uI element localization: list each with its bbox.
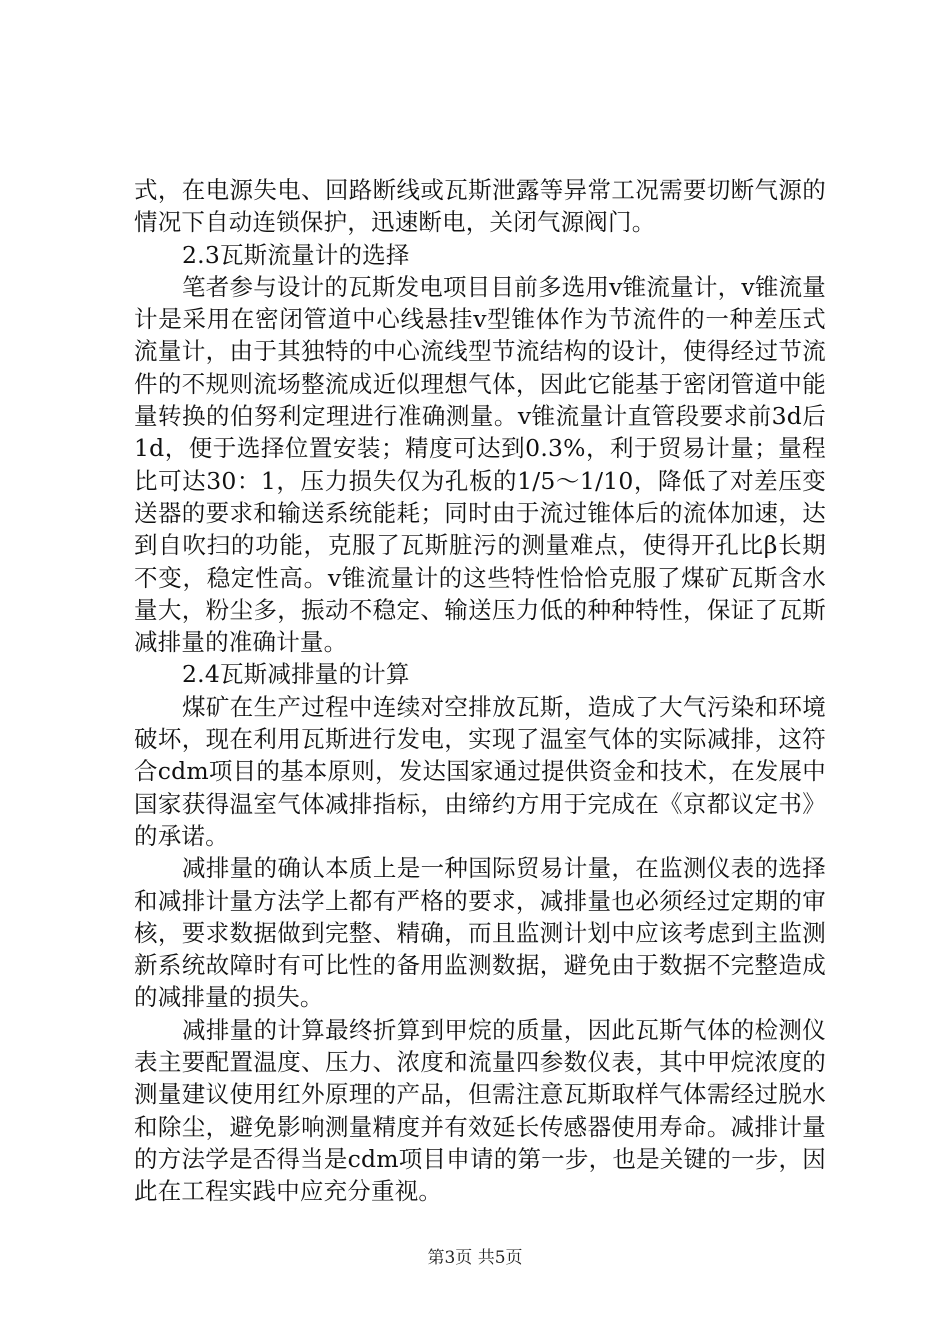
page-number-label: 第3页 共5页 [427,1248,523,1268]
paragraph-flowmeter: 笔者参与设计的瓦斯发电项目目前多选用v锥流量计，v锥流量计是采用在密闭管道中心线悬挂v型锥体作为节流件的一种差压式流量计，由于其独特的中心流线型节流结构的设计，使得经过节流件的不规则流场整流成近似理想气体，因此它能基于密闭管道中能量转换的伯努利定理进行准确测量。v锥流量计直管段要求前3d后1d，便于选择位置安装；精度可达到0.3%，利于贸易计量；量程比可达30：1，压力损失仅为孔板的1/5～1/10，降低了对差压变送器的要求和输送系统能耗；同时由于流过锥体后的流体加速，达到自吹扫的功能，克服了瓦斯脏污的测量难点，使得开孔比β长期不变，稳定性高。v锥流量计的这些特性恰恰克服了煤矿瓦斯含水量大，粉尘多，振动不稳定、输送压力低的种种特性，保证了瓦斯减排量的准确计量。 [134,272,826,657]
section-heading-2-4: 2.4瓦斯减排量的计算 [182,660,410,689]
page-footer [0,1243,950,1268]
paragraph-methane-calculation: 减排量的计算最终折算到甲烷的质量，因此瓦斯气体的检测仪表主要配置温度、压力、浓度和流量四参数仪表，其中甲烷浓度的测量建议使用红外原理的产品，但需注意瓦斯取样气体需经过脱水和除尘，避免影响测量精度并有效延长传感器使用寿命。减排计量的方法学是否得当是cdm项目申请的第一步，也是关键的一步，因此在工程实践中应充分重视。 [134,1015,826,1206]
document-body [134,174,826,1208]
section-heading-2-3: 2.3瓦斯流量计的选择 [182,240,410,269]
paragraph-trade-metering: 减排量的确认本质上是一种国际贸易计量，在监测仪表的选择和减排计量方法学上都有严格的要求，减排量也必须经过定期的审核，要求数据做到完整、精确，而且监测计划中应该考虑到主监测新系统故障时有可比性的备用监测数据，避免由于数据不完整造成的减排量的损失。 [134,854,826,1012]
paragraph-cdm-principle: 煤矿在生产过程中连续对空排放瓦斯，造成了大气污染和环境破坏，现在利用瓦斯进行发电，实现了温室气体的实际减排，这符合cdm项目的基本原则，发达国家通过提供资金和技术，在发展中国家获得温室气体减排指标，由缔约方用于完成在《京都议定书》的承诺。 [134,692,826,850]
paragraph-continuation: 式，在电源失电、回路断线或瓦斯泄露等异常工况需要切断气源的情况下自动连锁保护，迅速断电，关闭气源阀门。 [134,176,826,237]
